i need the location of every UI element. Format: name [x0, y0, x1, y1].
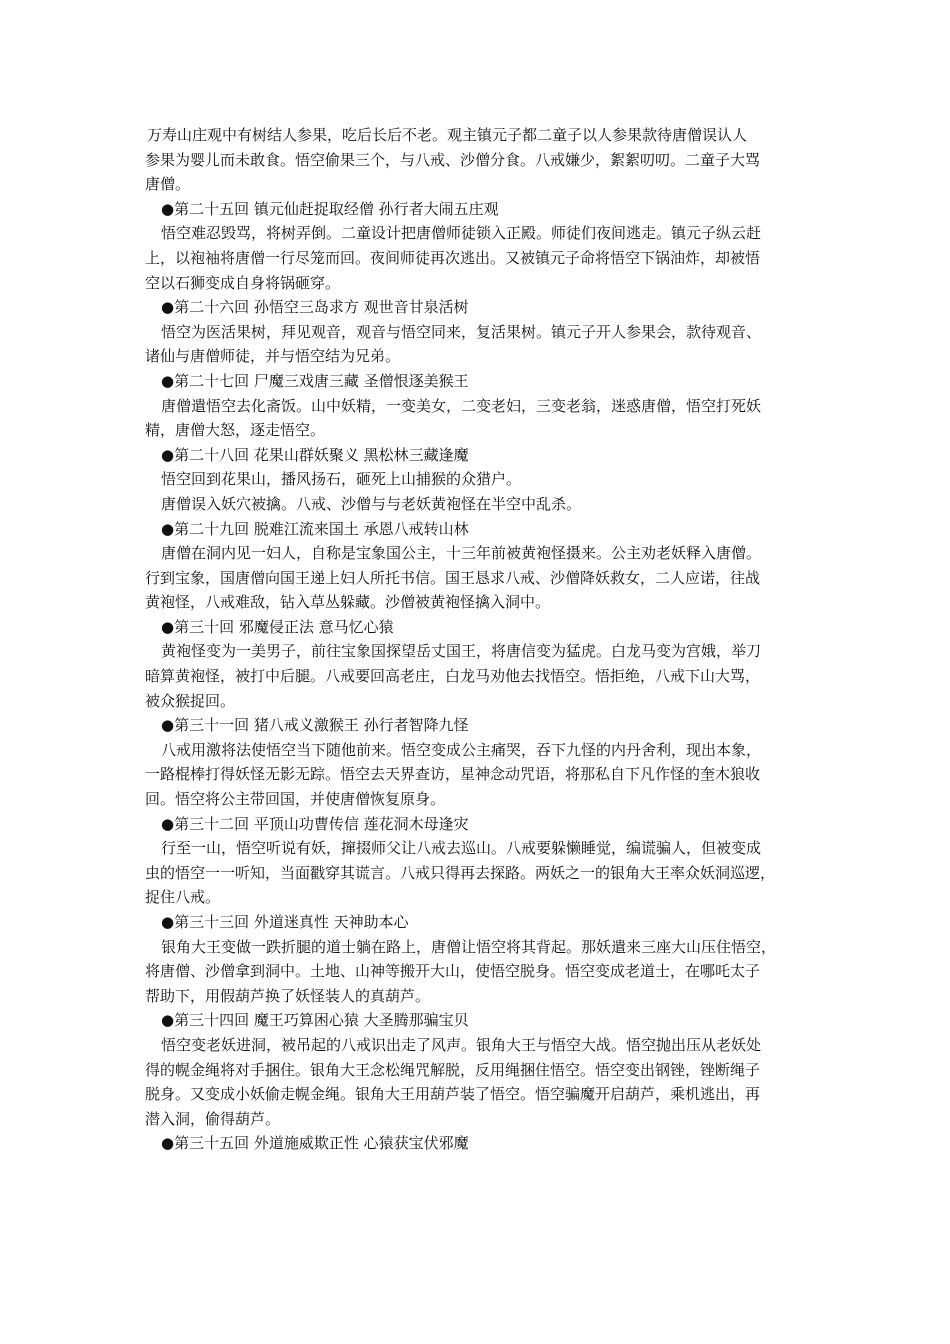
chapter-heading: ●第二十五回 镇元仙赶捉取经僧 孙行者大闹五庄观 [161, 199, 499, 218]
text-line: 帮助下，用假葫芦换了妖怪装人的真葫芦。 [145, 986, 431, 1005]
chapter-heading: ●第二十六回 孙悟空三岛求方 观世音甘泉活树 [161, 298, 469, 317]
text-line: 将唐僧、沙僧拿到洞中。土地、山神等搬开大山，使悟空脱身。悟空变成老道士，在哪吒太子 [145, 962, 761, 981]
text-line: 悟空难忍毁骂，将树弄倒。二童设计把唐僧师徒锁入正殿。师徒们夜间逃走。镇元子纵云赶 [161, 224, 762, 243]
text-line: 黄袍怪，八戒难敌，钻入草丛躲藏。沙僧被黄袍怪擒入洞中。 [145, 593, 551, 612]
document-page [145, 123, 810, 1156]
chapter-heading: ●第二十九回 脱难江流来国土 承恩八戒转山林 [161, 519, 469, 538]
text-line: 被众猴捉回。 [145, 691, 236, 710]
text-line: 诸仙与唐僧师徒，并与悟空结为兄弟。 [145, 347, 401, 366]
text-line: 行至一山，悟空听说有妖，撺掇师父让八戒去巡山。八戒要躲懒睡觉，编谎骗人，但被变成 [161, 839, 762, 858]
chapter-heading: ●第三十回 邪魔侵正法 意马忆心猿 [161, 617, 394, 636]
text-line: 暗算黄袍怪，被打中后腿。八戒要回高老庄，白龙马劝他去找悟空。悟拒绝，八戒下山大骂， [145, 667, 761, 686]
text-line: 悟空变老妖进洞，被吊起的八戒识出走了风声。银角大王与悟空大战。悟空抛出压从老妖处 [161, 1035, 762, 1054]
text-line: 唐僧误入妖穴被擒。八戒、沙僧与与老妖黄袍怪在半空中乱杀。 [161, 494, 582, 513]
text-line: 上，以袍袖将唐僧一行尽笼而回。夜间师徒再次逃出。又被镇元子命将悟空下锅油炸，却被悟 [145, 248, 761, 267]
text-line: 唐僧遣悟空去化斋饭。山中妖精，一变美女，二变老妇，三变老翁，迷惑唐僧，悟空打死妖 [161, 396, 762, 415]
text-line: 虫的悟空一一听知，当面戳穿其谎言。八戒只得再去探路。两妖之一的银角大王率众妖洞巡逻， [145, 863, 776, 882]
text-line: 一路棍棒打得妖怪无影无踪。悟空去天界查访，星神念动咒语，将那私自下凡作怪的奎木狼收 [145, 765, 761, 784]
text-line: 脱身。又变成小妖偷走幌金绳。银角大王用葫芦装了悟空。悟空骗魔开启葫芦，乘机逃出，再 [145, 1085, 761, 1104]
text-line: 潜入洞，偷得葫芦。 [145, 1109, 281, 1128]
text-line: 捉住八戒。 [145, 888, 221, 907]
text-line: 回。悟空将公主带回国，并使唐僧恢复原身。 [145, 790, 446, 809]
chapter-heading: ●第三十一回 猪八戒义激猴王 孙行者智降九怪 [161, 716, 469, 735]
chapter-heading: ●第三十二回 平顶山功曹传信 莲花洞木母逢灾 [161, 814, 469, 833]
text-line: 悟空回到花果山，播风扬石，砸死上山捕猴的众猎户。 [161, 470, 522, 489]
chapter-heading: ●第三十四回 魔王巧算困心猿 大圣腾那骗宝贝 [161, 1011, 469, 1030]
text-line: 唐僧在洞内见一妇人，自称是宝象国公主，十三年前被黄袍怪摄来。公主劝老妖释入唐僧。 [161, 544, 762, 563]
text-line: 八戒用激将法使悟空当下随他前来。悟空变成公主痛哭，吞下九怪的内丹舍利，现出本象， [161, 740, 762, 759]
text-line: 参果为婴儿而未敢食。悟空偷果三个，与八戒、沙僧分食。八戒嫌少，絮絮叨叨。二童子大骂 [145, 150, 761, 169]
text-line: 悟空为医活果树，拜见观音，观音与悟空同来，复活果树。镇元子开人参果会，款待观音、 [161, 322, 762, 341]
chapter-heading: ●第三十五回 外道施威欺正性 心猿获宝伏邪魔 [161, 1134, 469, 1153]
text-line: 精，唐僧大怒，逐走悟空。 [145, 421, 326, 440]
text-line: 唐僧。 [145, 175, 191, 194]
text-line: 行到宝象，国唐僧向国王递上妇人所托书信。国王恳求八戒、沙僧降妖救女，二人应诺，往战 [145, 568, 761, 587]
chapter-heading: ●第二十八回 花果山群妖聚义 黑松林三藏逢魔 [161, 445, 469, 464]
text-line: 黄袍怪变为一美男子，前往宝象国探望岳丈国王，将唐信变为猛虎。白龙马变为宫娥，举刀 [161, 642, 762, 661]
chapter-heading: ●第三十三回 外道迷真性 天神助本心 [161, 913, 409, 931]
text-line: 银角大王变做一跌折腿的道士躺在路上，唐僧让悟空将其背起。那妖遣来三座大山压住悟空， [161, 937, 777, 956]
chapter-heading: ●第二十七回 尸魔三戏唐三藏 圣僧恨逐美猴王 [161, 371, 469, 390]
text-line: 得的幌金绳将对手捆住。银角大王念松绳咒解脱，反用绳捆住悟空。悟空变出钢锉，锉断绳子 [145, 1060, 761, 1079]
text-line: 万寿山庄观中有树结人参果，吃后长后不老。观主镇元子都二童子以人参果款待唐僧误认人 [147, 126, 748, 144]
text-line: 空以石狮变成自身将锅砸穿。 [145, 273, 341, 292]
